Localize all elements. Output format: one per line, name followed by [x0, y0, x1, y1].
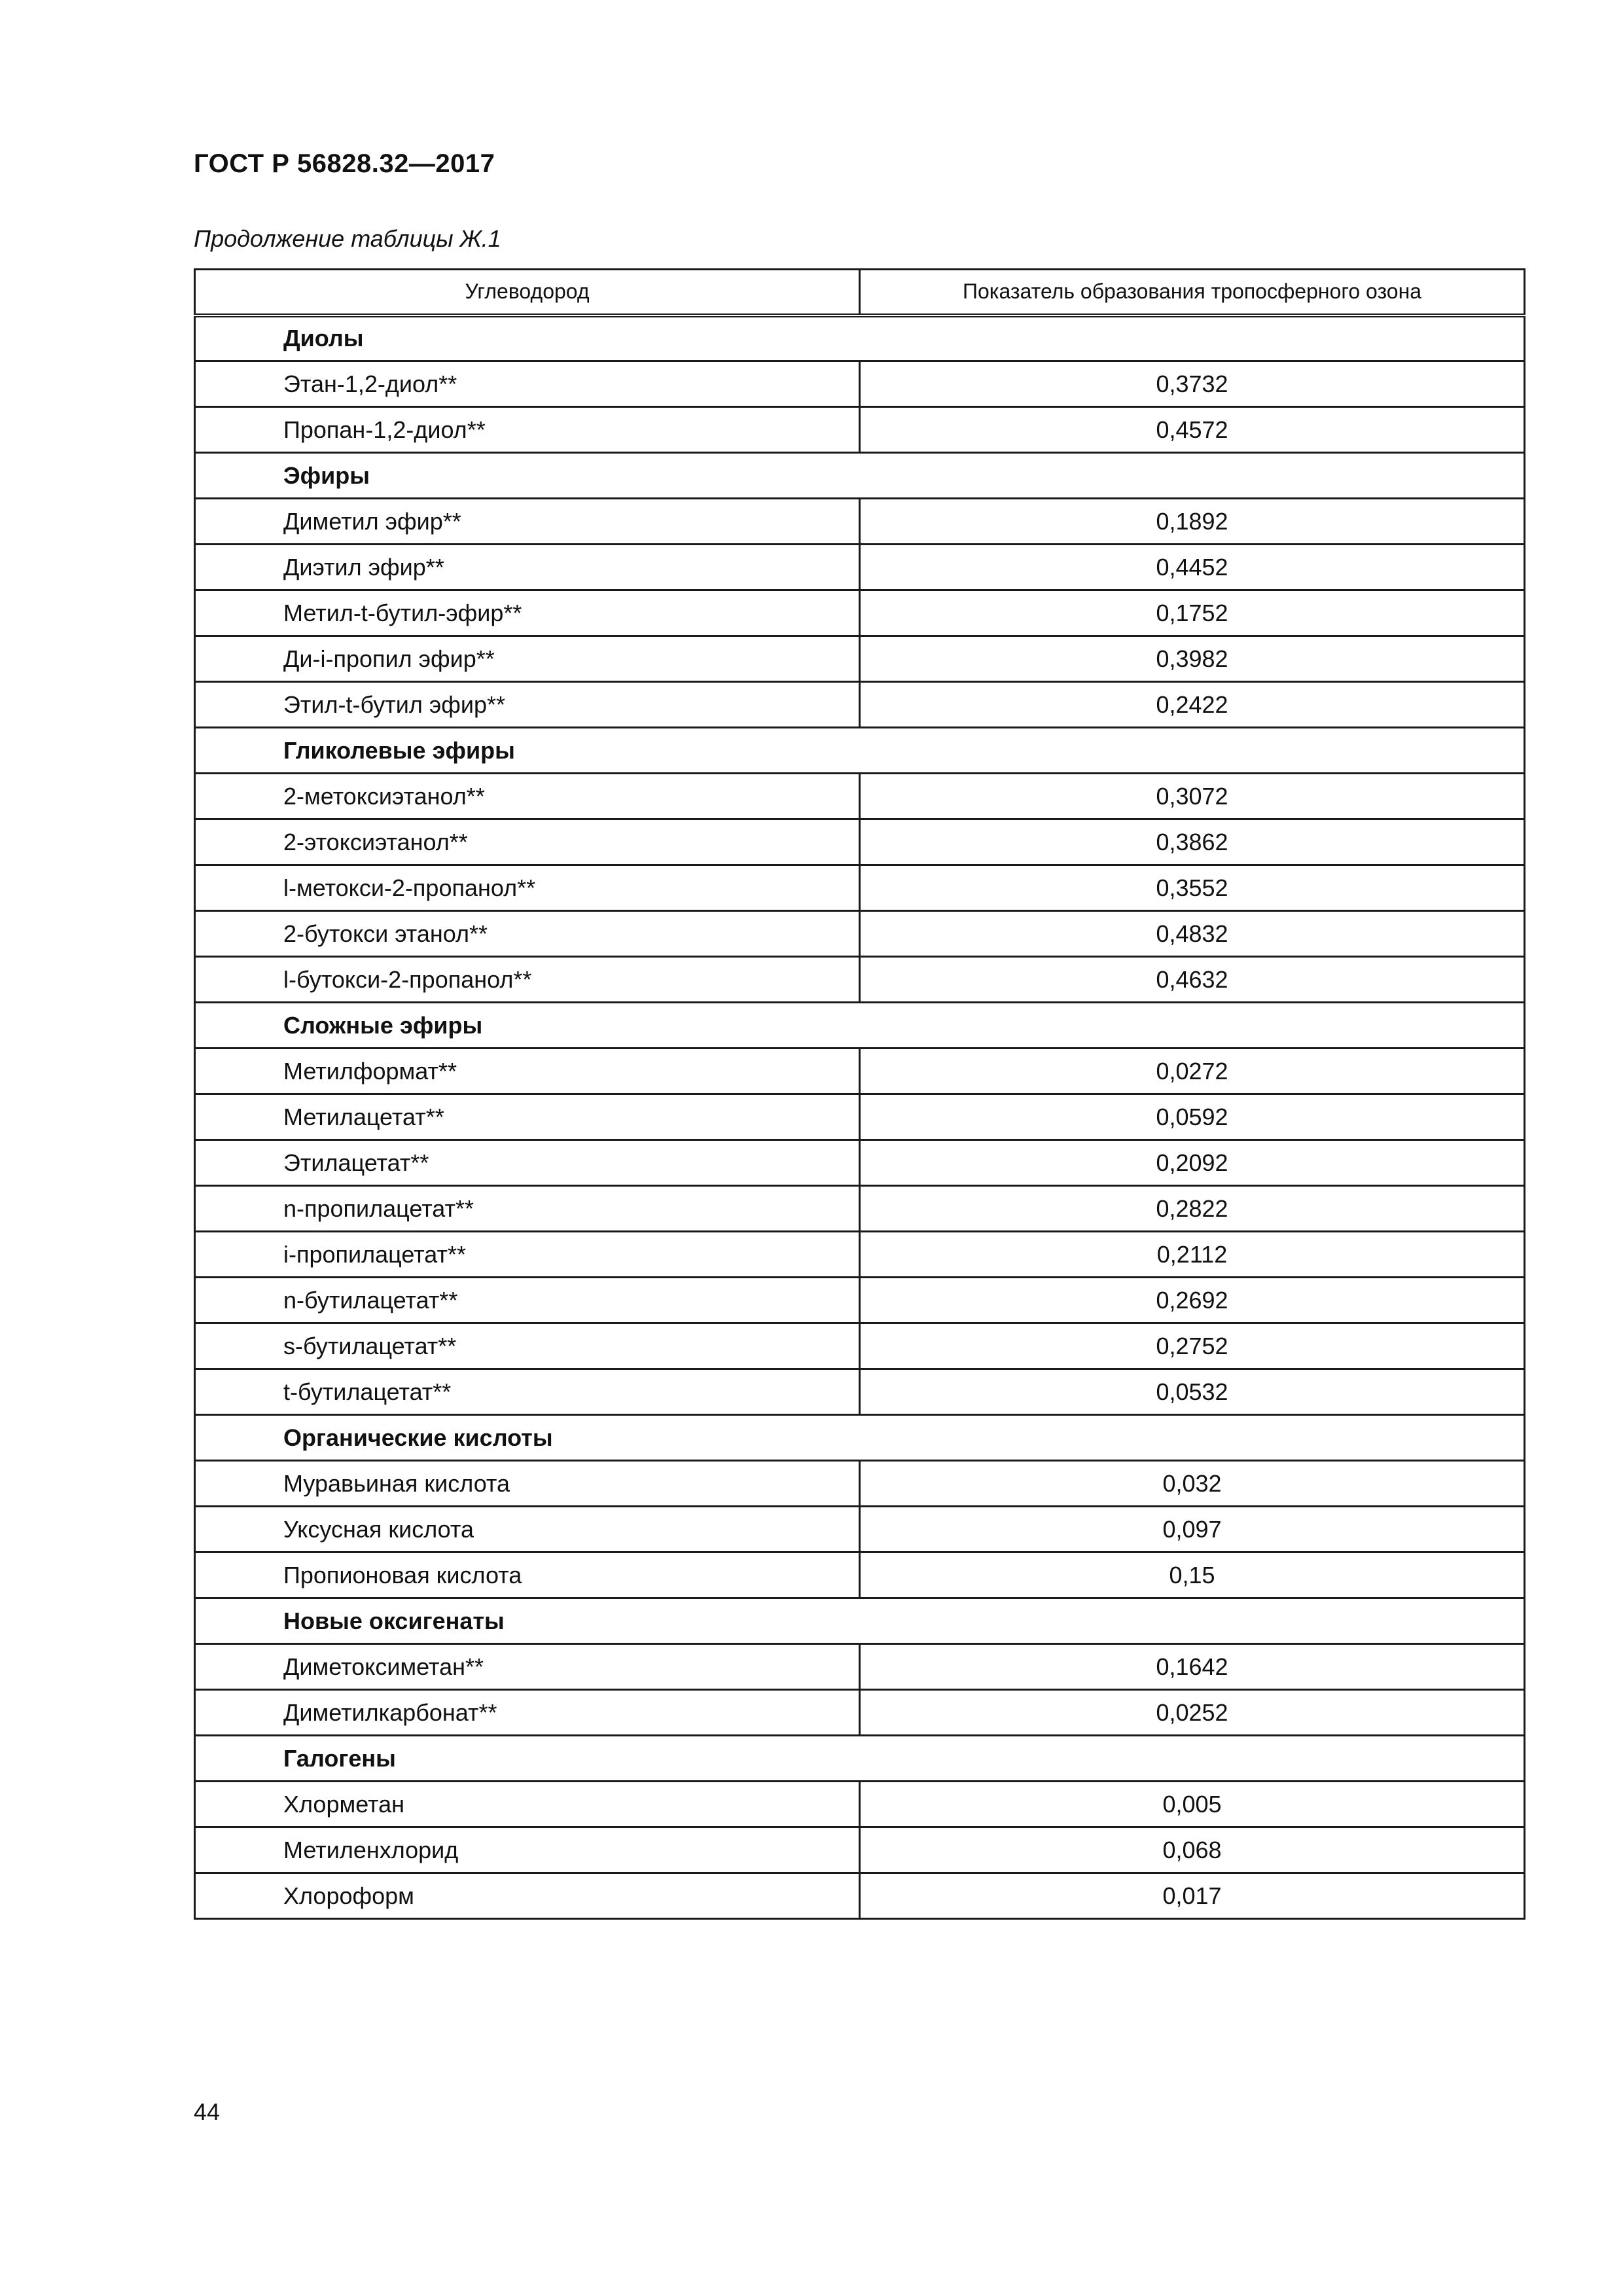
group-row	[195, 1003, 1525, 1049]
table-row	[195, 636, 1525, 682]
hydrocarbon-name: Диметилкарбонат**	[195, 1690, 860, 1736]
table-row	[195, 911, 1525, 957]
table-row	[195, 1873, 1525, 1919]
hydrocarbon-name: Хлороформ	[195, 1873, 860, 1919]
ozone-index-value: 0,3982	[860, 636, 1525, 682]
ozone-index-value: 0,1892	[860, 499, 1525, 545]
hydrocarbon-name: Диметоксиметан**	[195, 1644, 860, 1690]
ozone-index-value: 0,4452	[860, 545, 1525, 590]
table-header-row	[195, 270, 1525, 315]
ozone-index-value: 0,068	[860, 1827, 1525, 1873]
table-row	[195, 545, 1525, 590]
hydrocarbon-name: Диэтил эфир**	[195, 545, 860, 590]
hydrocarbon-name: Диметил эфир**	[195, 499, 860, 545]
table-row	[195, 819, 1525, 865]
hydrocarbon-name: Метиленхлорид	[195, 1827, 860, 1873]
group-title: Гликолевые эфиры	[195, 728, 1525, 774]
table-row	[195, 590, 1525, 636]
hydrocarbon-name: n-пропилацетат**	[195, 1186, 860, 1232]
hydrocarbon-name: Пропан-1,2-диол**	[195, 407, 860, 453]
hydrocarbon-name: Муравьиная кислота	[195, 1461, 860, 1507]
ozone-index-value: 0,097	[860, 1507, 1525, 1552]
ozone-index-value: 0,3072	[860, 774, 1525, 819]
group-row	[195, 1736, 1525, 1782]
ozone-index-value: 0,3552	[860, 865, 1525, 911]
group-row	[195, 728, 1525, 774]
hydrocarbon-name: 2-бутокси этанол**	[195, 911, 860, 957]
table-row	[195, 1369, 1525, 1415]
ozone-index-value: 0,2752	[860, 1323, 1525, 1369]
hydrocarbon-name: i-пропилацетат**	[195, 1232, 860, 1278]
group-title: Сложные эфиры	[195, 1003, 1525, 1049]
ozone-index-value: 0,0532	[860, 1369, 1525, 1415]
ozone-index-value: 0,4832	[860, 911, 1525, 957]
group-title: Диолы	[195, 315, 1525, 361]
table-row	[195, 1278, 1525, 1323]
ozone-index-value: 0,3862	[860, 819, 1525, 865]
table-row	[195, 957, 1525, 1003]
table-row	[195, 1323, 1525, 1369]
group-row	[195, 1598, 1525, 1644]
ozone-index-value: 0,15	[860, 1552, 1525, 1598]
ozone-index-value: 0,4632	[860, 957, 1525, 1003]
table-row	[195, 1140, 1525, 1186]
hydrocarbon-name: Ди-i-пропил эфир**	[195, 636, 860, 682]
ozone-index-value: 0,1752	[860, 590, 1525, 636]
ozone-index-value: 0,0592	[860, 1094, 1525, 1140]
table-row	[195, 1644, 1525, 1690]
hydrocarbon-name: t-бутилацетат**	[195, 1369, 860, 1415]
ozone-index-value: 0,005	[860, 1782, 1525, 1827]
table-row	[195, 407, 1525, 453]
column-header-hydrocarbon: Углеводород	[195, 270, 860, 315]
hydrocarbon-name: l-бутокси-2-пропанол**	[195, 957, 860, 1003]
hydrocarbon-name: Этилацетат**	[195, 1140, 860, 1186]
ozone-index-value: 0,2822	[860, 1186, 1525, 1232]
group-title: Галогены	[195, 1736, 1525, 1782]
column-header-ozone-index: Показатель образования тропосферного озона	[860, 270, 1525, 315]
hydrocarbon-name: Метил-t-бутил-эфир**	[195, 590, 860, 636]
ozone-index-value: 0,4572	[860, 407, 1525, 453]
table-row	[195, 1461, 1525, 1507]
ozone-index-value: 0,2092	[860, 1140, 1525, 1186]
hydrocarbon-name: l-метокси-2-пропанол**	[195, 865, 860, 911]
hydrocarbon-name: Этан-1,2-диол**	[195, 361, 860, 407]
ozone-index-value: 0,032	[860, 1461, 1525, 1507]
group-title: Органические кислоты	[195, 1415, 1525, 1461]
hydrocarbon-name: Пропионовая кислота	[195, 1552, 860, 1598]
table-row	[195, 865, 1525, 911]
hydrocarbon-name: Метилформат**	[195, 1049, 860, 1094]
ozone-index-table	[194, 268, 1525, 1920]
document-standard-title: ГОСТ Р 56828.32—2017	[194, 149, 495, 178]
table-row	[195, 1507, 1525, 1552]
table-row	[195, 1690, 1525, 1736]
table-body	[195, 315, 1525, 1919]
table-row	[195, 361, 1525, 407]
ozone-index-value: 0,0252	[860, 1690, 1525, 1736]
hydrocarbon-name: Уксусная кислота	[195, 1507, 860, 1552]
group-title: Новые оксигенаты	[195, 1598, 1525, 1644]
group-row	[195, 1415, 1525, 1461]
table-row	[195, 1186, 1525, 1232]
hydrocarbon-name: n-бутилацетат**	[195, 1278, 860, 1323]
table-row	[195, 1049, 1525, 1094]
ozone-index-value: 0,017	[860, 1873, 1525, 1919]
table-row	[195, 1827, 1525, 1873]
hydrocarbon-name: 2-метоксиэтанол**	[195, 774, 860, 819]
table-header	[195, 270, 1525, 315]
ozone-index-value: 0,2422	[860, 682, 1525, 728]
table-row	[195, 1232, 1525, 1278]
ozone-index-value: 0,3732	[860, 361, 1525, 407]
table-caption: Продолжение таблицы Ж.1	[194, 225, 501, 252]
ozone-index-value: 0,0272	[860, 1049, 1525, 1094]
ozone-index-value: 0,2112	[860, 1232, 1525, 1278]
table-row	[195, 1782, 1525, 1827]
hydrocarbon-name: Этил-t-бутил эфир**	[195, 682, 860, 728]
table-row	[195, 1094, 1525, 1140]
group-row	[195, 453, 1525, 499]
table-row	[195, 499, 1525, 545]
hydrocarbon-name: Метилацетат**	[195, 1094, 860, 1140]
hydrocarbon-name: 2-этоксиэтанол**	[195, 819, 860, 865]
hydrocarbon-name: Хлорметан	[195, 1782, 860, 1827]
hydrocarbon-name: s-бутилацетат**	[195, 1323, 860, 1369]
table-row	[195, 774, 1525, 819]
group-title: Эфиры	[195, 453, 1525, 499]
ozone-index-value: 0,2692	[860, 1278, 1525, 1323]
page-number: 44	[194, 2098, 221, 2125]
table-row	[195, 1552, 1525, 1598]
table-row	[195, 682, 1525, 728]
ozone-index-value: 0,1642	[860, 1644, 1525, 1690]
group-row	[195, 315, 1525, 361]
